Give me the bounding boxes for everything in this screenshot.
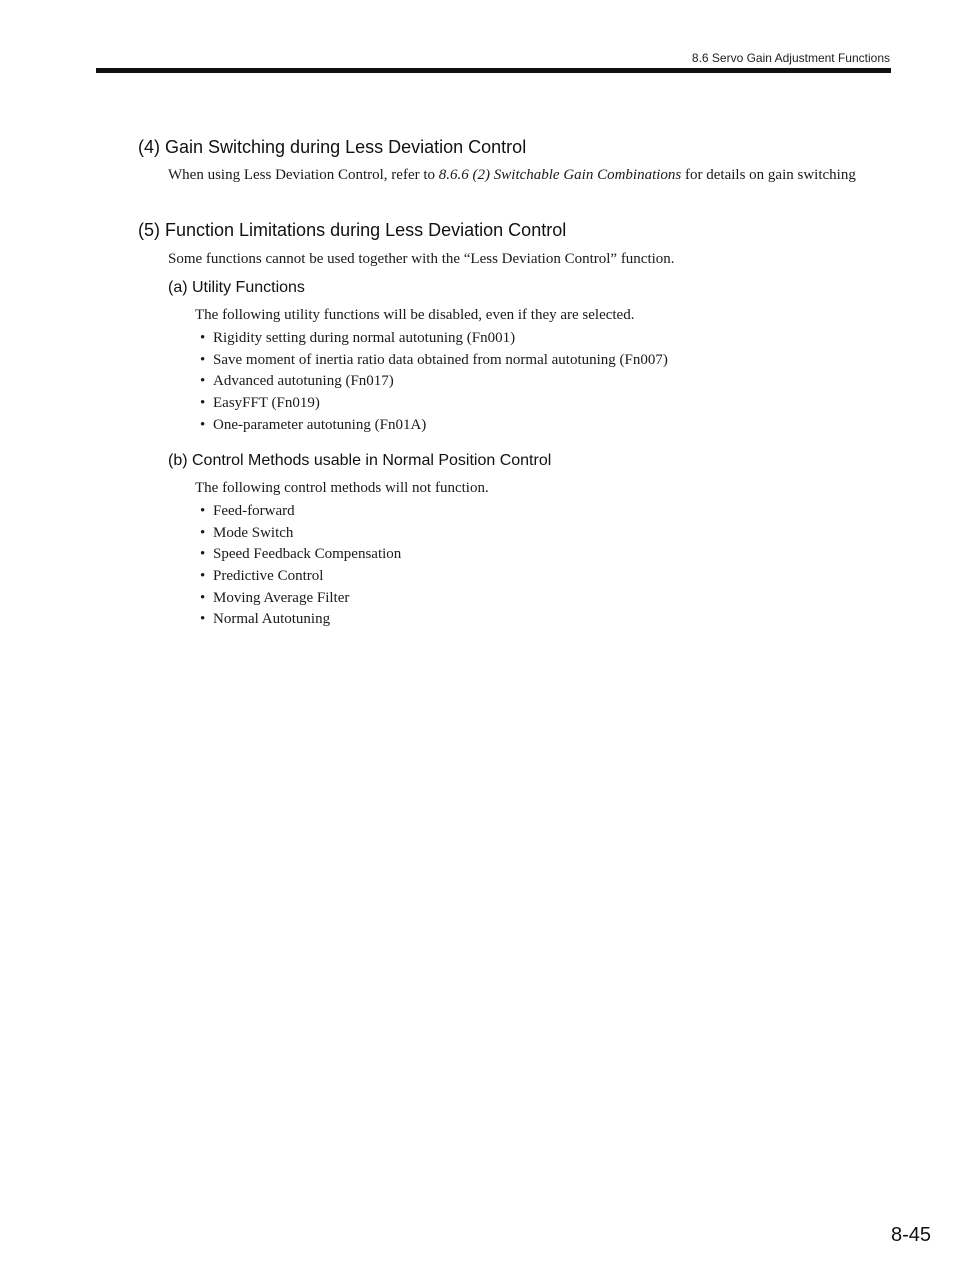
list-item: • Moving Average Filter bbox=[198, 588, 401, 610]
running-header: 8.6 Servo Gain Adjustment Functions bbox=[691, 51, 890, 65]
section-4-heading: (4) Gain Switching during Less Deviation Control bbox=[138, 137, 527, 157]
list-item: • Advanced autotuning (Fn017) bbox=[198, 371, 668, 393]
section-5-intro: Some functions cannot be used together with the “Less Deviation Control” function. bbox=[168, 251, 675, 267]
list-item: • Feed-forward bbox=[198, 501, 401, 523]
list-item: • Speed Feedback Compensation bbox=[198, 544, 401, 566]
list-item: • Mode Switch bbox=[198, 523, 401, 545]
subsection-b-intro: The following control methods will not function. bbox=[195, 480, 489, 496]
section-4-paragraph bbox=[168, 165, 858, 185]
section-4-text-after: for details on gain switching bbox=[681, 167, 856, 183]
list-item: • Save moment of inertia ratio data obtained from normal autotuning (Fn007) bbox=[198, 350, 668, 372]
subsection-a-intro: The following utility functions will be disabled, even if they are selected. bbox=[195, 307, 635, 323]
section-5-heading: (5) Function Limitations during Less Deviation Control bbox=[138, 220, 567, 240]
section-4-text-before: When using Less Deviation Control, refer to bbox=[168, 167, 439, 183]
list-item: • Normal Autotuning bbox=[198, 609, 401, 631]
page-number: 8-45 bbox=[890, 1224, 931, 1246]
list-item: • Rigidity setting during normal autotuning (Fn001) bbox=[198, 328, 668, 350]
subsection-a-heading: (a) Utility Functions bbox=[168, 279, 305, 296]
header-rule bbox=[96, 68, 891, 73]
utility-functions-list bbox=[198, 328, 668, 436]
list-item: • EasyFFT (Fn019) bbox=[198, 393, 668, 415]
cross-reference: 8.6.6 (2) Switchable Gain Combinations bbox=[438, 167, 682, 183]
list-item: • One-parameter autotuning (Fn01A) bbox=[198, 415, 668, 437]
subsection-b-heading: (b) Control Methods usable in Normal Position Control bbox=[168, 452, 552, 469]
list-item: • Predictive Control bbox=[198, 566, 401, 588]
control-methods-list bbox=[198, 501, 401, 631]
